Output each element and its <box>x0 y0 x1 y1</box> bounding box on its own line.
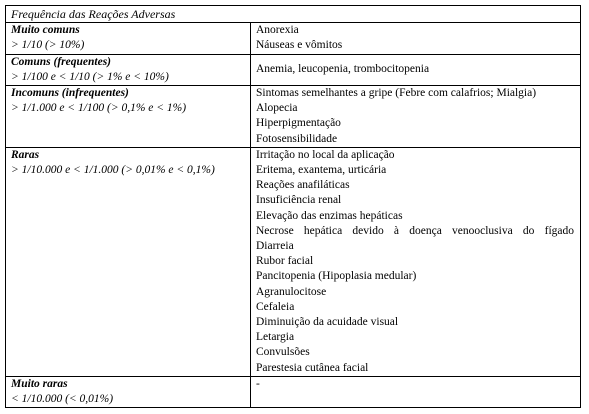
effect-item: - <box>256 377 260 390</box>
adverse-reactions-table <box>5 5 581 408</box>
effect-item: Irritação no local da aplicação <box>256 148 395 161</box>
table-header-row <box>6 6 581 23</box>
category-name: Raras <box>11 148 40 161</box>
effect-item: Insuficiência renal <box>256 194 342 207</box>
effect-item: Anorexia <box>256 24 299 37</box>
effect-item: Náuseas e vômitos <box>256 39 343 52</box>
category-name: Muito comuns <box>11 24 80 37</box>
category-range: > 1/100 e < 1/10 (> 1% e < 10%) <box>11 70 169 83</box>
frequency-category-cell <box>6 23 251 54</box>
effect-item: Parestesia cutânea facial <box>256 361 369 374</box>
effect-item: Cefaleia <box>256 300 295 313</box>
table-row <box>6 376 581 407</box>
frequency-category-cell <box>6 86 251 148</box>
category-range: > 1/10.000 e < 1/1.000 (> 0,01% e < 0,1%) <box>11 164 215 177</box>
effect-item: Elevação das enzimas hepáticas <box>256 209 403 222</box>
effect-item: Anemia, leucopenia, trombocitopenia <box>256 63 430 76</box>
category-range: > 1/1.000 e < 1/100 (> 0,1% e < 1%) <box>11 102 187 115</box>
table-row <box>6 86 581 148</box>
effects-cell <box>251 54 581 85</box>
frequency-category-cell <box>6 147 251 376</box>
effect-item: Rubor facial <box>256 255 314 268</box>
category-range: < 1/10.000 (< 0,01%) <box>11 393 114 406</box>
table-row <box>6 23 581 54</box>
frequency-category-cell <box>6 376 251 407</box>
effect-item: Necrose hepática devido à doença venooclusiva do fígado <box>256 224 575 237</box>
effect-item: Hiperpigmentação <box>256 117 341 130</box>
effect-item: Sintomas semelhantes a gripe (Febre com calafrios; Mialgia) <box>256 87 537 100</box>
table-title: Frequência das Reações Adversas <box>6 6 581 23</box>
table-row <box>6 54 581 85</box>
effect-item: Alopecia <box>256 102 298 115</box>
effects-cell <box>251 376 581 407</box>
effects-cell <box>251 147 581 376</box>
effect-item: Pancitopenia (Hipoplasia medular) <box>256 270 417 283</box>
effects-cell <box>251 23 581 54</box>
effect-item: Agranulocitose <box>256 285 327 298</box>
category-name: Incomuns (infrequentes) <box>11 87 129 100</box>
table-row <box>6 147 581 376</box>
effect-item: Convulsões <box>256 346 310 359</box>
effect-item: Diarreia <box>256 240 294 253</box>
effects-cell <box>251 86 581 148</box>
effect-item: Letargia <box>256 331 295 344</box>
effect-item: Reações anafiláticas <box>256 179 350 192</box>
effect-item: Eritema, exantema, urticária <box>256 164 387 177</box>
category-name: Comuns (frequentes) <box>11 55 111 68</box>
category-range: > 1/10 (> 10%) <box>11 39 85 52</box>
effect-item: Fotosensibilidade <box>256 132 338 145</box>
category-name: Muito raras <box>11 377 68 390</box>
frequency-category-cell <box>6 54 251 85</box>
effect-item: Diminuição da acuidade visual <box>256 316 399 329</box>
